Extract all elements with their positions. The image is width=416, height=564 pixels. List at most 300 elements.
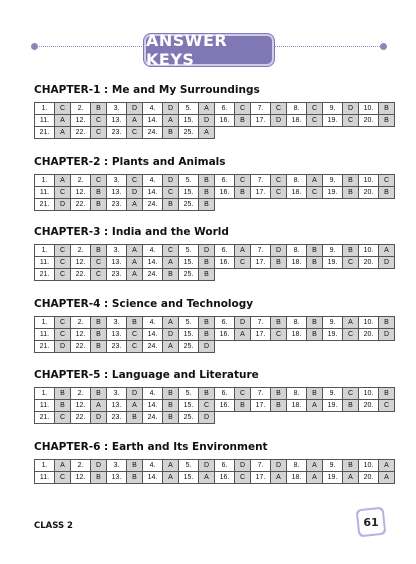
answer-letter: A bbox=[379, 460, 395, 472]
answer-row bbox=[35, 460, 395, 472]
answer-letter: A bbox=[127, 269, 143, 281]
chapter-title: CHAPTER-3 : India and the World bbox=[34, 226, 229, 238]
question-number: 9. bbox=[323, 103, 343, 115]
question-number: 2. bbox=[71, 175, 91, 187]
answer-letter: C bbox=[343, 388, 359, 400]
chapter-title: CHAPTER-1 : Me and My Surroundings bbox=[34, 84, 260, 96]
question-number: 14. bbox=[143, 472, 163, 484]
answer-row bbox=[35, 317, 395, 329]
question-number: 7. bbox=[251, 388, 271, 400]
answer-letter: B bbox=[55, 400, 71, 412]
question-number: 12. bbox=[71, 257, 91, 269]
answer-letter: A bbox=[55, 175, 71, 187]
question-number: 10. bbox=[359, 388, 379, 400]
answer-letter: D bbox=[91, 412, 107, 424]
answer-letter: A bbox=[379, 245, 395, 257]
question-number: 4. bbox=[143, 388, 163, 400]
question-number: 8. bbox=[287, 245, 307, 257]
answer-letter: B bbox=[163, 412, 179, 424]
answer-letter: C bbox=[379, 400, 395, 412]
answer-letter: A bbox=[307, 175, 323, 187]
question-number: 17. bbox=[251, 400, 271, 412]
answer-letter: C bbox=[379, 175, 395, 187]
answer-letter: D bbox=[127, 388, 143, 400]
answer-letter: C bbox=[55, 103, 71, 115]
question-number: 21. bbox=[35, 341, 55, 353]
answer-letter: D bbox=[199, 412, 215, 424]
question-number: 1. bbox=[35, 460, 55, 472]
answer-letter: B bbox=[91, 199, 107, 211]
answer-letter: B bbox=[91, 472, 107, 484]
answer-letter: A bbox=[127, 245, 143, 257]
question-number: 23. bbox=[107, 127, 127, 139]
question-number: 22. bbox=[71, 127, 91, 139]
question-number: 20. bbox=[359, 400, 379, 412]
question-number: 18. bbox=[287, 400, 307, 412]
answer-letter: B bbox=[307, 388, 323, 400]
question-number: 13. bbox=[107, 472, 127, 484]
header-left-dot bbox=[31, 43, 38, 50]
answer-row bbox=[35, 472, 395, 484]
answer-letter: B bbox=[235, 115, 251, 127]
answer-letter: A bbox=[55, 127, 71, 139]
question-number: 17. bbox=[251, 472, 271, 484]
question-number: 8. bbox=[287, 388, 307, 400]
answer-letter: B bbox=[235, 400, 251, 412]
class-label: CLASS 2 bbox=[34, 521, 73, 531]
answer-key-table bbox=[34, 316, 395, 353]
answer-letter: C bbox=[235, 388, 251, 400]
answer-letter: B bbox=[199, 317, 215, 329]
answer-letter: C bbox=[343, 115, 359, 127]
page-number: 61 bbox=[363, 515, 379, 529]
question-number: 15. bbox=[179, 329, 199, 341]
answer-letter: D bbox=[163, 329, 179, 341]
question-number: 25. bbox=[179, 341, 199, 353]
chapter-section-5 bbox=[34, 368, 390, 424]
answer-row bbox=[35, 257, 395, 269]
question-number: 16. bbox=[215, 257, 235, 269]
answer-row bbox=[35, 175, 395, 187]
question-number: 20. bbox=[359, 187, 379, 199]
question-number: 15. bbox=[179, 400, 199, 412]
question-number: 24. bbox=[143, 412, 163, 424]
answer-letter: C bbox=[271, 103, 287, 115]
answer-letter: B bbox=[199, 187, 215, 199]
answer-letter: B bbox=[379, 103, 395, 115]
question-number: 9. bbox=[323, 388, 343, 400]
answer-letter: B bbox=[91, 103, 107, 115]
answer-letter: A bbox=[91, 400, 107, 412]
answer-letter: B bbox=[199, 175, 215, 187]
question-number: 11. bbox=[35, 400, 55, 412]
question-number: 23. bbox=[107, 412, 127, 424]
answer-letter: C bbox=[55, 245, 71, 257]
question-number: 15. bbox=[179, 115, 199, 127]
chapter-section-6 bbox=[34, 440, 389, 484]
answer-letter: C bbox=[91, 127, 107, 139]
answer-letter: D bbox=[199, 245, 215, 257]
answer-letter: B bbox=[127, 412, 143, 424]
question-number: 4. bbox=[143, 245, 163, 257]
question-number: 13. bbox=[107, 329, 127, 341]
answer-letter: A bbox=[163, 341, 179, 353]
question-number: 18. bbox=[287, 329, 307, 341]
answer-letter: B bbox=[343, 245, 359, 257]
answer-letter: D bbox=[379, 257, 395, 269]
question-number: 4. bbox=[143, 317, 163, 329]
answer-letter: B bbox=[199, 257, 215, 269]
answer-letter: B bbox=[199, 269, 215, 281]
answer-letter: B bbox=[163, 388, 179, 400]
question-number: 8. bbox=[287, 317, 307, 329]
question-number: 14. bbox=[143, 187, 163, 199]
answer-row bbox=[35, 199, 395, 211]
answer-letter: D bbox=[127, 103, 143, 115]
answer-row bbox=[35, 329, 395, 341]
question-number: 10. bbox=[359, 103, 379, 115]
answer-letter: B bbox=[307, 257, 323, 269]
question-number: 19. bbox=[323, 400, 343, 412]
answer-letter: A bbox=[127, 257, 143, 269]
question-number: 21. bbox=[35, 127, 55, 139]
question-number: 3. bbox=[107, 175, 127, 187]
question-number: 12. bbox=[71, 187, 91, 199]
question-number: 10. bbox=[359, 317, 379, 329]
question-number: 7. bbox=[251, 317, 271, 329]
answer-letter: B bbox=[307, 329, 323, 341]
question-number: 5. bbox=[179, 103, 199, 115]
question-number: 11. bbox=[35, 329, 55, 341]
answer-letter: D bbox=[91, 460, 107, 472]
answer-letter: C bbox=[271, 329, 287, 341]
question-number: 1. bbox=[35, 245, 55, 257]
answer-letter: B bbox=[91, 317, 107, 329]
answer-letter: C bbox=[199, 400, 215, 412]
answer-letter: B bbox=[307, 245, 323, 257]
question-number: 16. bbox=[215, 329, 235, 341]
answer-letter: A bbox=[379, 472, 395, 484]
answer-letter: A bbox=[55, 115, 71, 127]
question-number: 12. bbox=[71, 329, 91, 341]
answer-letter: A bbox=[271, 472, 287, 484]
question-number: 4. bbox=[143, 175, 163, 187]
question-number: 9. bbox=[323, 317, 343, 329]
answer-letter: B bbox=[235, 187, 251, 199]
answer-letter: C bbox=[55, 472, 71, 484]
answer-letter: C bbox=[55, 329, 71, 341]
question-number: 7. bbox=[251, 460, 271, 472]
answer-key-table bbox=[34, 459, 395, 484]
question-number: 18. bbox=[287, 472, 307, 484]
answer-letter: B bbox=[343, 460, 359, 472]
question-number: 24. bbox=[143, 341, 163, 353]
answer-letter: C bbox=[343, 257, 359, 269]
answer-letter: D bbox=[271, 245, 287, 257]
page-title: ANSWER KEYS bbox=[144, 34, 274, 66]
answer-row bbox=[35, 400, 395, 412]
question-number: 16. bbox=[215, 400, 235, 412]
question-number: 24. bbox=[143, 127, 163, 139]
answer-key-table bbox=[34, 387, 395, 424]
question-number: 10. bbox=[359, 245, 379, 257]
question-number: 1. bbox=[35, 103, 55, 115]
question-number: 8. bbox=[287, 175, 307, 187]
answer-letter: A bbox=[55, 460, 71, 472]
chapter-section-1 bbox=[34, 83, 389, 139]
question-number: 9. bbox=[323, 460, 343, 472]
question-number: 5. bbox=[179, 245, 199, 257]
answer-row bbox=[35, 388, 395, 400]
question-number: 11. bbox=[35, 472, 55, 484]
question-number: 19. bbox=[323, 257, 343, 269]
question-number: 23. bbox=[107, 199, 127, 211]
chapter-section-2 bbox=[34, 155, 390, 211]
answer-letter: D bbox=[199, 341, 215, 353]
answer-letter: B bbox=[379, 115, 395, 127]
question-number: 24. bbox=[143, 199, 163, 211]
answer-letter: A bbox=[163, 257, 179, 269]
answer-letter: C bbox=[163, 187, 179, 199]
answer-letter: D bbox=[127, 187, 143, 199]
chapter-section-4 bbox=[34, 297, 390, 353]
answer-key-table bbox=[34, 174, 395, 211]
question-number: 11. bbox=[35, 115, 55, 127]
answer-letter: C bbox=[127, 175, 143, 187]
question-number: 10. bbox=[359, 460, 379, 472]
chapter-title: CHAPTER-6 : Earth and Its Environment bbox=[34, 441, 268, 453]
question-number: 15. bbox=[179, 187, 199, 199]
answer-letter: A bbox=[163, 115, 179, 127]
question-number: 3. bbox=[107, 103, 127, 115]
answer-letter: C bbox=[55, 269, 71, 281]
answer-row bbox=[35, 103, 395, 115]
answer-letter: D bbox=[55, 199, 71, 211]
answer-letter: D bbox=[199, 460, 215, 472]
answer-letter: C bbox=[235, 257, 251, 269]
answer-letter: D bbox=[163, 175, 179, 187]
question-number: 3. bbox=[107, 245, 127, 257]
question-number: 21. bbox=[35, 269, 55, 281]
question-number: 6. bbox=[215, 103, 235, 115]
question-number: 6. bbox=[215, 175, 235, 187]
answer-letter: C bbox=[271, 187, 287, 199]
question-number: 1. bbox=[35, 175, 55, 187]
chapter-section-3 bbox=[34, 225, 390, 281]
question-number: 25. bbox=[179, 269, 199, 281]
answer-row bbox=[35, 412, 395, 424]
question-number: 15. bbox=[179, 472, 199, 484]
answer-letter: B bbox=[343, 400, 359, 412]
answer-letter: B bbox=[163, 269, 179, 281]
answer-letter: A bbox=[199, 127, 215, 139]
question-number: 7. bbox=[251, 245, 271, 257]
answer-letter: A bbox=[127, 400, 143, 412]
question-number: 6. bbox=[215, 317, 235, 329]
question-number: 11. bbox=[35, 187, 55, 199]
question-number: 23. bbox=[107, 269, 127, 281]
answer-letter: B bbox=[343, 175, 359, 187]
question-number: 3. bbox=[107, 317, 127, 329]
answer-row bbox=[35, 341, 395, 353]
question-number: 5. bbox=[179, 388, 199, 400]
question-number: 17. bbox=[251, 115, 271, 127]
answer-letter: D bbox=[55, 341, 71, 353]
answer-letter: C bbox=[235, 472, 251, 484]
answer-letter: A bbox=[235, 329, 251, 341]
answer-letter: A bbox=[199, 472, 215, 484]
answer-letter: A bbox=[127, 115, 143, 127]
answer-letter: C bbox=[55, 317, 71, 329]
header-right-dot bbox=[380, 43, 387, 50]
answer-letter: B bbox=[55, 388, 71, 400]
answer-letter: B bbox=[91, 341, 107, 353]
answer-letter: D bbox=[343, 103, 359, 115]
answer-letter: A bbox=[163, 460, 179, 472]
question-number: 19. bbox=[323, 115, 343, 127]
answer-letter: C bbox=[91, 269, 107, 281]
answer-letter: B bbox=[271, 317, 287, 329]
question-number: 6. bbox=[215, 388, 235, 400]
question-number: 3. bbox=[107, 460, 127, 472]
question-number: 17. bbox=[251, 187, 271, 199]
question-number: 17. bbox=[251, 329, 271, 341]
answer-key-table bbox=[34, 244, 395, 281]
question-number: 1. bbox=[35, 317, 55, 329]
question-number: 15. bbox=[179, 257, 199, 269]
question-number: 14. bbox=[143, 257, 163, 269]
question-number: 22. bbox=[71, 269, 91, 281]
answer-row bbox=[35, 127, 395, 139]
question-number: 16. bbox=[215, 472, 235, 484]
answer-letter: C bbox=[127, 341, 143, 353]
answer-letter: B bbox=[127, 317, 143, 329]
answer-letter: D bbox=[379, 329, 395, 341]
answer-letter: C bbox=[91, 257, 107, 269]
question-number: 6. bbox=[215, 460, 235, 472]
answer-letter: B bbox=[271, 388, 287, 400]
answer-letter: C bbox=[307, 115, 323, 127]
question-number: 8. bbox=[287, 460, 307, 472]
answer-letter: D bbox=[199, 115, 215, 127]
answer-letter: B bbox=[163, 400, 179, 412]
question-number: 18. bbox=[287, 115, 307, 127]
answer-row bbox=[35, 245, 395, 257]
question-number: 5. bbox=[179, 460, 199, 472]
question-number: 19. bbox=[323, 472, 343, 484]
answer-key-table bbox=[34, 102, 395, 139]
question-number: 18. bbox=[287, 257, 307, 269]
chapter-title: CHAPTER-4 : Science and Technology bbox=[34, 298, 254, 310]
answer-row bbox=[35, 187, 395, 199]
answer-letter: A bbox=[307, 460, 323, 472]
answer-letter: B bbox=[163, 127, 179, 139]
question-number: 13. bbox=[107, 115, 127, 127]
answer-letter: B bbox=[199, 388, 215, 400]
question-number: 10. bbox=[359, 175, 379, 187]
question-number: 2. bbox=[71, 103, 91, 115]
answer-letter: C bbox=[91, 115, 107, 127]
answer-letter: B bbox=[343, 187, 359, 199]
question-number: 7. bbox=[251, 103, 271, 115]
question-number: 21. bbox=[35, 199, 55, 211]
question-number: 17. bbox=[251, 257, 271, 269]
question-number: 23. bbox=[107, 341, 127, 353]
question-number: 2. bbox=[71, 388, 91, 400]
question-number: 14. bbox=[143, 329, 163, 341]
question-number: 22. bbox=[71, 341, 91, 353]
answer-letter: C bbox=[91, 175, 107, 187]
answer-letter: B bbox=[379, 388, 395, 400]
answer-row bbox=[35, 115, 395, 127]
answer-letter: B bbox=[91, 388, 107, 400]
question-number: 12. bbox=[71, 472, 91, 484]
question-number: 13. bbox=[107, 400, 127, 412]
answer-letter: D bbox=[235, 460, 251, 472]
answer-letter: B bbox=[91, 329, 107, 341]
answer-letter: B bbox=[379, 187, 395, 199]
answer-letter: C bbox=[127, 329, 143, 341]
question-number: 4. bbox=[143, 103, 163, 115]
question-number: 16. bbox=[215, 115, 235, 127]
answer-letter: C bbox=[55, 257, 71, 269]
question-number: 20. bbox=[359, 257, 379, 269]
answer-letter: C bbox=[55, 412, 71, 424]
question-number: 8. bbox=[287, 103, 307, 115]
question-number: 12. bbox=[71, 115, 91, 127]
question-number: 9. bbox=[323, 175, 343, 187]
question-number: 2. bbox=[71, 245, 91, 257]
answer-letter: D bbox=[271, 115, 287, 127]
answer-letter: A bbox=[307, 472, 323, 484]
answer-letter: B bbox=[91, 187, 107, 199]
question-number: 7. bbox=[251, 175, 271, 187]
answer-letter: C bbox=[55, 187, 71, 199]
answer-letter: C bbox=[343, 329, 359, 341]
answer-letter: A bbox=[199, 103, 215, 115]
question-number: 16. bbox=[215, 187, 235, 199]
answer-letter: A bbox=[235, 245, 251, 257]
answer-row bbox=[35, 269, 395, 281]
answer-letter: D bbox=[271, 460, 287, 472]
question-number: 5. bbox=[179, 317, 199, 329]
answer-letter: B bbox=[271, 257, 287, 269]
question-number: 13. bbox=[107, 187, 127, 199]
question-number: 2. bbox=[71, 460, 91, 472]
answer-letter: B bbox=[163, 199, 179, 211]
answer-letter: C bbox=[307, 103, 323, 115]
question-number: 25. bbox=[179, 412, 199, 424]
answer-letter: C bbox=[271, 175, 287, 187]
question-number: 4. bbox=[143, 460, 163, 472]
question-number: 14. bbox=[143, 400, 163, 412]
question-number: 13. bbox=[107, 257, 127, 269]
answer-letter: C bbox=[307, 187, 323, 199]
answer-letter: C bbox=[235, 175, 251, 187]
question-number: 19. bbox=[323, 329, 343, 341]
answer-letter: C bbox=[163, 245, 179, 257]
question-number: 20. bbox=[359, 115, 379, 127]
answer-letter: B bbox=[271, 400, 287, 412]
question-number: 19. bbox=[323, 187, 343, 199]
chapter-title: CHAPTER-2 : Plants and Animals bbox=[34, 156, 226, 168]
question-number: 21. bbox=[35, 412, 55, 424]
answer-letter: B bbox=[199, 199, 215, 211]
question-number: 11. bbox=[35, 257, 55, 269]
question-number: 20. bbox=[359, 329, 379, 341]
question-number: 5. bbox=[179, 175, 199, 187]
answer-letter: A bbox=[343, 317, 359, 329]
